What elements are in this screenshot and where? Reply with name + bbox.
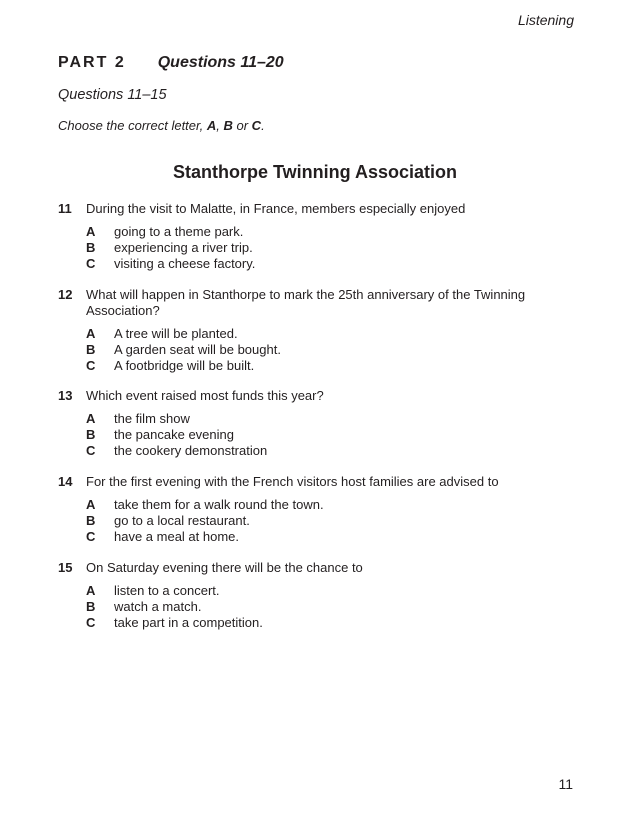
part-heading <box>58 54 284 72</box>
option-c <box>86 443 528 459</box>
option-letter: A <box>86 411 96 426</box>
question-text: Which event raised most funds this year? <box>86 388 324 403</box>
question-11 <box>58 201 528 272</box>
option-text: take them for a walk round the town. <box>114 497 324 512</box>
option-letter: B <box>86 599 96 614</box>
option-c <box>86 529 528 545</box>
option-text: the film show <box>114 411 190 426</box>
option-a <box>86 224 528 240</box>
option-letter: B <box>86 342 96 357</box>
instruction-sep1: , <box>216 118 224 133</box>
question-13 <box>58 388 528 459</box>
question-text: On Saturday evening there will be the chance to <box>86 560 363 575</box>
option-letter: C <box>86 615 96 630</box>
instruction-sep2: or <box>232 118 252 133</box>
option-b <box>86 240 528 256</box>
option-letter: A <box>86 583 96 598</box>
question-15 <box>58 560 528 631</box>
section-label: Listening <box>517 12 574 28</box>
option-letter: A <box>86 326 96 341</box>
option-b <box>86 427 528 443</box>
option-letter: A <box>86 497 96 512</box>
question-number: 13 <box>58 388 73 403</box>
option-text: experiencing a river trip. <box>114 240 253 255</box>
instruction-letter-c: C <box>251 118 262 133</box>
instruction-prefix: Choose the correct letter, <box>58 118 207 133</box>
instruction-letter-a: A <box>206 118 217 133</box>
option-b <box>86 342 528 358</box>
instruction-letter-b: B <box>223 118 233 133</box>
option-b <box>86 513 528 529</box>
option-text: A tree will be planted. <box>114 326 238 341</box>
page-number: 11 <box>558 776 573 792</box>
options-list <box>86 497 528 545</box>
option-text: A garden seat will be bought. <box>114 342 281 357</box>
option-c <box>86 256 528 272</box>
question-text: For the first evening with the French visitors host families are advised to <box>86 474 499 489</box>
page-title: Stanthorpe Twinning Association <box>172 162 457 182</box>
question-number: 14 <box>58 474 73 489</box>
option-letter: C <box>86 443 96 458</box>
option-a <box>86 411 528 427</box>
option-letter: A <box>86 224 96 239</box>
option-text: take part in a competition. <box>114 615 263 630</box>
option-c <box>86 615 528 631</box>
option-letter: B <box>86 427 96 442</box>
option-a <box>86 497 528 513</box>
option-text: the cookery demonstration <box>114 443 268 458</box>
option-a <box>86 583 528 599</box>
question-number: 11 <box>58 201 72 216</box>
option-text: watch a match. <box>114 599 202 614</box>
option-letter: C <box>86 529 96 544</box>
question-range: Questions 11–20 <box>157 54 284 71</box>
option-letter: B <box>86 240 96 255</box>
option-text: have a meal at home. <box>114 529 240 544</box>
subsection-range: Questions 11–15 <box>58 87 167 103</box>
question-text: What will happen in Stanthorpe to mark the 25th anniversary of the Twinning Association? <box>86 287 526 318</box>
option-a <box>86 326 528 342</box>
option-text: the pancake evening <box>114 427 234 442</box>
options-list <box>86 326 528 374</box>
option-text: visiting a cheese factory. <box>114 256 256 271</box>
part-label: PART 2 <box>58 54 126 71</box>
option-text: go to a local restaurant. <box>114 513 250 528</box>
option-text: listen to a concert. <box>114 583 220 598</box>
question-12 <box>58 287 528 374</box>
question-text: During the visit to Malatte, in France, members especially enjoyed <box>86 201 466 216</box>
options-list <box>86 583 528 631</box>
option-letter: B <box>86 513 96 528</box>
question-14 <box>58 474 528 545</box>
option-b <box>86 599 528 615</box>
option-letter: C <box>86 256 96 271</box>
question-number: 15 <box>58 560 73 575</box>
question-number: 12 <box>58 287 73 302</box>
option-c <box>86 358 528 374</box>
options-list <box>86 411 528 459</box>
option-text: going to a theme park. <box>114 224 244 239</box>
instruction <box>58 118 265 133</box>
instruction-suffix: . <box>261 118 265 133</box>
option-text: A footbridge will be built. <box>114 358 255 373</box>
options-list <box>86 224 528 272</box>
option-letter: C <box>86 358 96 373</box>
